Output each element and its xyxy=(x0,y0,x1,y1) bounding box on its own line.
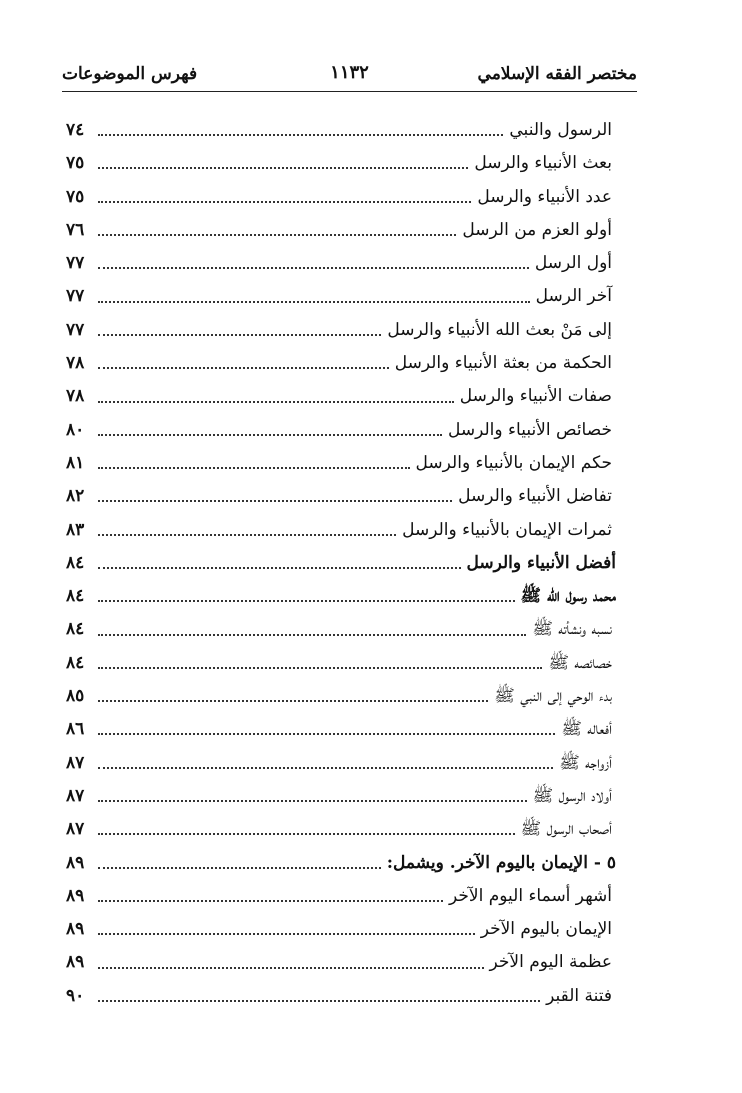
toc-entry-title: أصحاب الرسول ﷺ xyxy=(520,819,612,840)
header-divider xyxy=(62,91,637,92)
page-header xyxy=(62,60,637,88)
toc-entry-title: ٥ - الإيمان باليوم الآخر. ويشمل: xyxy=(386,852,616,873)
dot-leader xyxy=(98,932,475,935)
toc-entry xyxy=(66,780,612,813)
toc-entry xyxy=(66,946,612,979)
toc-entry xyxy=(66,447,612,480)
dot-leader xyxy=(98,133,503,136)
table-of-contents xyxy=(66,114,616,1013)
toc-entry-page: ٨٠ xyxy=(66,419,85,440)
dot-leader xyxy=(98,866,381,869)
toc-entry-title: بدء الوحي إلى النبي ﷺ xyxy=(494,686,612,707)
dot-leader xyxy=(98,899,443,902)
toc-entry-page: ٧٥ xyxy=(66,153,85,174)
toc-entry xyxy=(66,314,612,347)
dot-leader xyxy=(98,666,542,669)
toc-entry-page: ٨١ xyxy=(66,452,85,473)
dot-leader xyxy=(98,832,515,835)
toc-entry-title: أفضل الأنبياء والرسل xyxy=(466,552,616,573)
dot-leader xyxy=(98,533,396,536)
dot-leader xyxy=(98,699,488,702)
toc-entry xyxy=(66,214,612,247)
dot-leader xyxy=(98,200,471,203)
toc-entry-page: ٨٢ xyxy=(66,486,85,507)
toc-entry-page: ٨٩ xyxy=(66,885,85,906)
toc-entry-title: أول الرسل xyxy=(534,253,612,274)
toc-entry-title: فتنة القبر xyxy=(546,985,612,1006)
dot-leader xyxy=(98,966,484,969)
dot-leader xyxy=(98,599,515,602)
toc-entry-title: أشهر أسماء اليوم الآخر xyxy=(448,885,612,906)
toc-entry xyxy=(66,880,612,913)
toc-entry-page: ٧٥ xyxy=(66,186,85,207)
dot-leader xyxy=(98,166,468,169)
dot-leader xyxy=(98,499,452,502)
toc-entry-title: ثمرات الإيمان بالأنبياء والرسل xyxy=(402,519,612,540)
toc-entry-title: إلى مَنْ بعث الله الأنبياء والرسل xyxy=(387,319,612,340)
toc-entry-title: عدد الأنبياء والرسل xyxy=(477,186,612,207)
toc-entry xyxy=(66,380,612,413)
toc-entry-page: ٧٨ xyxy=(66,386,85,407)
toc-entry-page: ٨٤ xyxy=(66,586,85,607)
toc-entry-page: ٧٧ xyxy=(66,319,85,340)
toc-entry xyxy=(66,647,612,680)
toc-entry-page: ٨٩ xyxy=(66,952,85,973)
toc-entry xyxy=(66,347,612,380)
dot-leader xyxy=(98,366,389,369)
toc-entry xyxy=(66,580,616,613)
toc-entry-page: ٧٨ xyxy=(66,353,85,374)
dot-leader xyxy=(98,233,456,236)
toc-entry xyxy=(66,181,612,214)
toc-entry-page: ٨٧ xyxy=(66,819,85,840)
toc-entry-page: ٨٧ xyxy=(66,785,85,806)
toc-entry xyxy=(66,114,612,147)
dot-leader xyxy=(98,766,553,769)
toc-entry xyxy=(66,247,612,280)
toc-entry xyxy=(66,847,616,880)
toc-entry-title: حكم الإيمان بالأنبياء والرسل xyxy=(415,452,612,473)
toc-entry xyxy=(66,813,612,846)
dot-leader xyxy=(98,300,530,303)
toc-entry-page: ٧٧ xyxy=(66,286,85,307)
toc-entry-page: ٨٩ xyxy=(66,852,85,873)
dot-leader xyxy=(98,433,442,436)
toc-entry-page: ٨٦ xyxy=(66,719,85,740)
toc-entry-page: ٨٥ xyxy=(66,686,85,707)
toc-entry xyxy=(66,747,612,780)
toc-entry-title: خصائص الأنبياء والرسل xyxy=(448,419,612,440)
page-number: ١١٣٢ xyxy=(330,62,369,83)
dot-leader xyxy=(98,732,555,735)
toc-entry-title: أولو العزم من الرسل xyxy=(462,219,612,240)
toc-entry-title: الحكمة من بعثة الأنبياء والرسل xyxy=(394,353,612,374)
toc-entry-page: ٧٧ xyxy=(66,253,85,274)
toc-entry-title: آخر الرسل xyxy=(535,286,612,307)
toc-entry xyxy=(66,980,612,1013)
toc-entry xyxy=(66,680,612,713)
toc-entry-title: الإيمان باليوم الآخر xyxy=(480,919,612,940)
toc-entry-page: ٧٦ xyxy=(66,219,85,240)
toc-entry xyxy=(66,147,612,180)
dot-leader xyxy=(98,400,454,403)
section-title: فهرس الموضوعات xyxy=(62,64,198,84)
dot-leader xyxy=(98,799,527,802)
toc-entry-page: ٧٤ xyxy=(66,120,85,140)
toc-entry xyxy=(66,613,612,646)
toc-entry xyxy=(66,913,612,946)
toc-entry xyxy=(66,414,612,447)
dot-leader xyxy=(98,633,526,636)
toc-entry-title: خصائصه ﷺ xyxy=(548,652,612,673)
toc-entry-page: ٩٠ xyxy=(66,985,85,1006)
dot-leader xyxy=(98,333,381,336)
toc-entry xyxy=(66,514,612,547)
dot-leader xyxy=(98,999,540,1002)
toc-entry-title: تفاضل الأنبياء والرسل xyxy=(458,486,612,507)
dot-leader xyxy=(98,266,529,269)
toc-entry-title: عظمة اليوم الآخر xyxy=(489,952,612,973)
toc-entry-title: محمد رسول الله ﷺ xyxy=(520,586,616,607)
toc-entry-page: ٨٣ xyxy=(66,519,85,540)
dot-leader xyxy=(98,466,410,469)
toc-entry-title: أولاد الرسول ﷺ xyxy=(532,785,612,806)
toc-entry-title: أفعاله ﷺ xyxy=(561,719,612,740)
toc-entry-page: ٨٤ xyxy=(66,552,85,573)
toc-entry xyxy=(66,280,612,313)
toc-entry xyxy=(66,480,612,513)
book-title: مختصر الفقه الإسلامي xyxy=(477,64,637,84)
toc-entry xyxy=(66,547,616,580)
toc-entry-page: ٨٤ xyxy=(66,619,85,640)
toc-entry-page: ٨٧ xyxy=(66,752,85,773)
toc-entry-page: ٨٩ xyxy=(66,919,85,940)
toc-entry-title: بعث الأنبياء والرسل xyxy=(474,153,612,174)
toc-entry-title: صفات الأنبياء والرسل xyxy=(459,386,612,407)
toc-entry-page: ٨٤ xyxy=(66,652,85,673)
toc-entry-title: أزواجه ﷺ xyxy=(559,752,612,773)
toc-entry-title: نسبه ونشأته ﷺ xyxy=(532,619,612,640)
toc-entry xyxy=(66,713,612,746)
dot-leader xyxy=(98,566,461,569)
toc-entry-title: الرسول والنبي xyxy=(509,120,612,140)
